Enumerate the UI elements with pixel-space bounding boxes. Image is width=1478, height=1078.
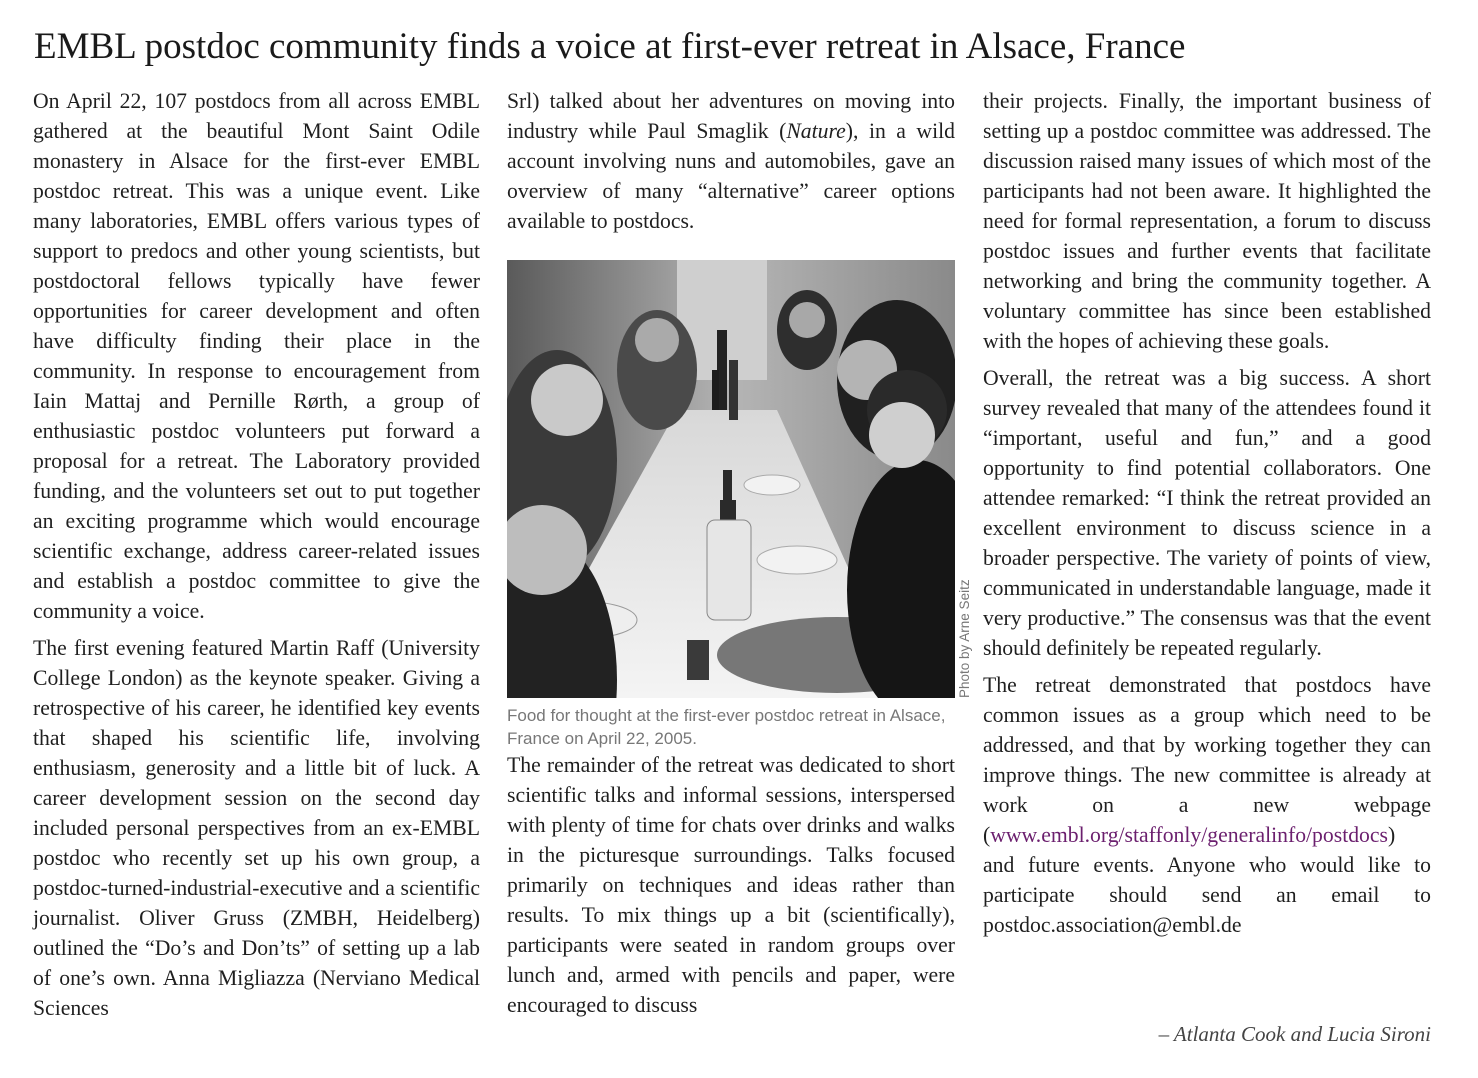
- photo-caption: Food for thought at the first-ever postdoc retreat in Alsace, France on April 22, 2005.: [507, 706, 946, 748]
- text-span: The retreat demonstrated that postdocs have common issues as a group which need to be addressed, and that by working together they can improve things. The new committee is already at work on a new webpage (: [983, 673, 1431, 847]
- author-byline: – Atlanta Cook and Lucia Sironi: [1158, 1022, 1431, 1046]
- text-span: ) and future events. Anyone who would like to participate should send an email to postdoc.association@embl.de: [983, 823, 1431, 937]
- article-column-2: [507, 86, 972, 1020]
- paragraph-remainder: The remainder of the retreat was dedicated to short scientific talks and informal sessions, interspersed with plenty of time for chats over drinks and walks in the picturesque surroundings. Talks focused primarily on techniques and ideas rather than results. To mix things up a bit (scientifically), participants were seated in random groups over lunch and, armed with pencils and paper, were encouraged to discuss: [507, 753, 955, 1017]
- paragraph-intro: On April 22, 107 postdocs from all across EMBL gathered at the beautiful Mont Saint Odile monastery in Alsace for the first-ever EMBL postdoc retreat. This was a unique event. Like many laboratories, EMBL offers various types of support to predocs and other young scientists, but postdoctoral fellows typically have fewer opportunities for career development and often have difficulty finding their place in the community. In response to encouragement from Iain Mattaj and Pernille Rørth, a group of enthusiastic postdoc volunteers put forward a proposal for a retreat. The Laboratory provided funding, and the volunteers set out to put together an exciting programme which would encourage scientific exchange, address career-related issues and establish a postdoc committee to give the community a voice.: [33, 89, 480, 623]
- journal-name: Nature: [786, 119, 846, 143]
- photo-figure: [507, 260, 972, 698]
- paragraph-conclusion: [983, 670, 1431, 940]
- text-span: ), in a wild account involving nuns and automobiles, gave an overview of many “alternative” career options available to postdocs.: [507, 119, 955, 233]
- paragraph-success: Overall, the retreat was a big success. A short survey revealed that many of the attendees found it “important, useful and fun,” and a good opportunity to find potential collaborators. One attendee remarked: “I think the retreat provided an excellent environment to discuss science in a broader perspective. The variety of points of view, communicated in understandable language, made it very productive.” The consensus was that the event should definitely be repeated regularly.: [983, 366, 1431, 660]
- article-column-3: [983, 86, 1431, 940]
- paragraph-career-options: [507, 86, 955, 236]
- article-headline: EMBL postdoc community finds a voice at first-ever retreat in Alsace, France: [34, 26, 1186, 67]
- text-span: Srl) talked about her adventures on moving into industry while Paul Smaglik (: [507, 89, 955, 143]
- article-column-1: [33, 86, 480, 1023]
- paragraph-committee: their projects. Finally, the important business of setting up a postdoc committee was addressed. The discussion raised many issues of which most of the participants had not been aware. It highlighted the need for formal representation, a forum to discuss postdoc issues and further events that facilitate networking and bring the community together. A voluntary committee has since been established with the hopes of achieving these goals.: [983, 89, 1431, 353]
- photo-credit: Photo by Arne Seitz: [957, 579, 972, 698]
- webpage-link[interactable]: www.embl.org/staffonly/generalinfo/postdocs: [990, 823, 1388, 847]
- paragraph-first-evening: The first evening featured Martin Raff (University College London) as the keynote speaker. Giving a retrospective of his career, he identified key events that shaped his scientific life, involving enthusiasm, generosity and a little bit of luck. A career development session on the second day included personal perspectives from an ex-EMBL postdoc who recently set up his own group, a postdoc-turned-industrial-executive and a scientific journalist. Oliver Gruss (ZMBH, Heidelberg) outlined the “Do’s and Don’ts” of setting up a lab of one’s own. Anna Migliazza (Nerviano Medical Sciences: [33, 636, 480, 1020]
- retreat-dinner-photo: [507, 260, 955, 698]
